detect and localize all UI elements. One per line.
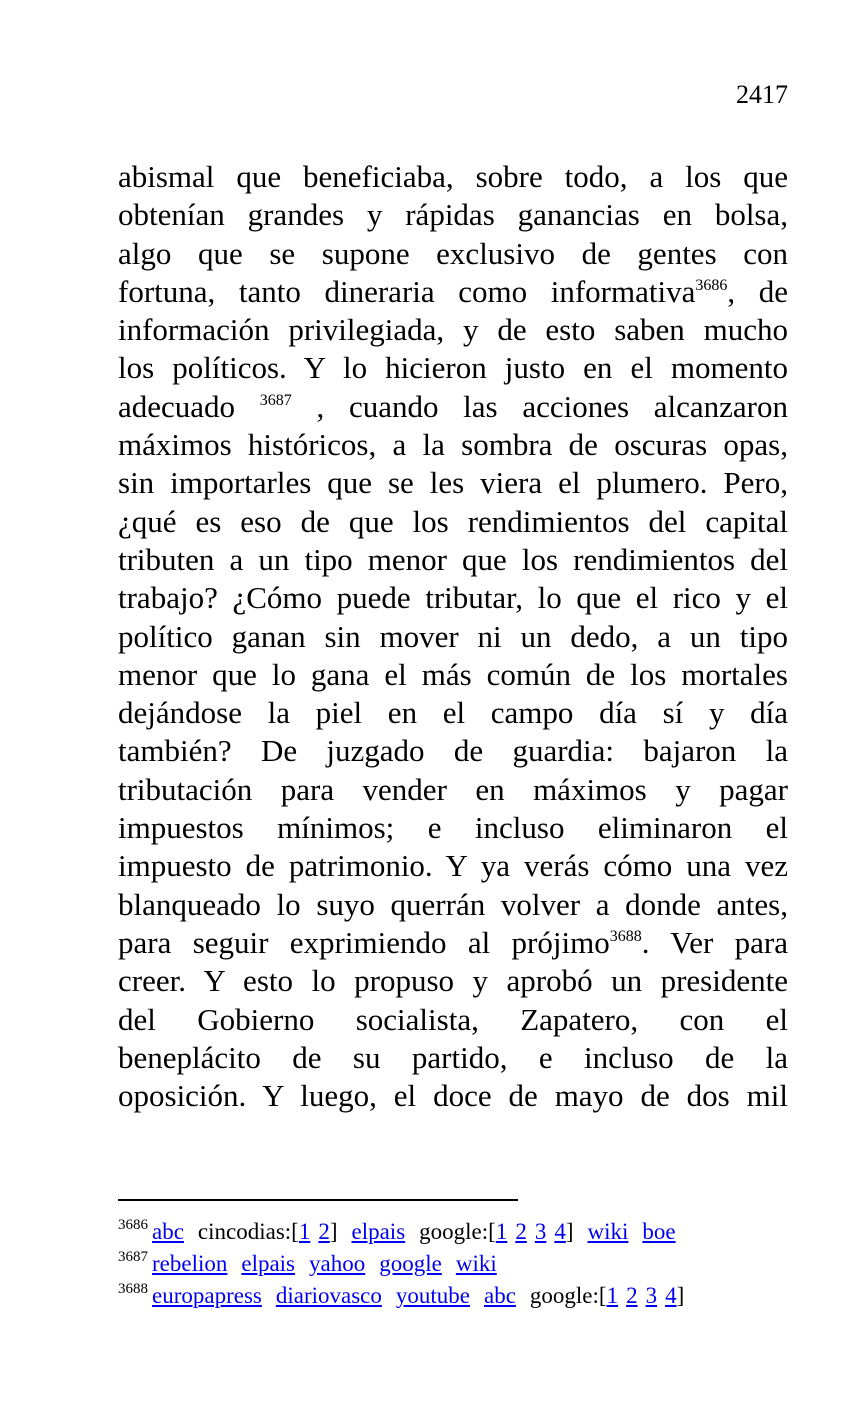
footnote-numbered-link[interactable]: 1 [298, 1219, 311, 1244]
footnote-link-elpais[interactable]: elpais [351, 1219, 406, 1244]
footnote-reference[interactable]: 3687 [259, 391, 292, 409]
footnote-link-youtube[interactable]: youtube [395, 1283, 470, 1308]
body-line [118, 273, 788, 311]
footnote-numbered-link[interactable]: 2 [626, 1283, 638, 1308]
footnote-number: 3686 [118, 1217, 148, 1233]
body-line: información privilegiada, y de esto saben mucho [118, 312, 788, 348]
footnote-link-europapress[interactable]: europapress [152, 1283, 262, 1308]
body-line: trabajo? ¿Cómo puede tributar, lo que el rico y el [118, 580, 788, 616]
body-line [118, 924, 788, 962]
footnote-link-google[interactable]: google [379, 1251, 442, 1276]
page-number: 2417 [736, 80, 788, 109]
body-line: impuestos mínimos; e incluso eliminaron el [118, 810, 788, 846]
body-line: máximos históricos, a la sombra de oscuras opas, [118, 427, 788, 463]
body-line: impuesto de patrimonio. Y ya verás cómo una vez [118, 848, 788, 884]
body-line: del Gobierno socialista, Zapatero, con el [118, 1001, 788, 1037]
footnote-group-close: ] [329, 1219, 338, 1244]
footnote-link-wiki[interactable]: wiki [587, 1219, 629, 1244]
footnote-link-abc[interactable]: abc [483, 1283, 516, 1308]
body-line-text: , cuando las acciones alcanzaron [291, 388, 788, 424]
footnote-numbered-link[interactable]: 2 [318, 1219, 330, 1244]
footnotes [118, 1216, 798, 1312]
body-line: sin importarles que se les viera el plumero. Pero, [118, 465, 788, 501]
body-line: menor que lo gana el más común de los mortales [118, 656, 788, 692]
footnote [118, 1280, 798, 1312]
body-line: algo que se supone exclusivo de gentes con [118, 235, 788, 271]
footnote-reference[interactable]: 3686 [695, 276, 728, 294]
body-line-text: adecuado [118, 388, 260, 424]
body-line: tributen a un tipo menor que los rendimientos del [118, 541, 788, 577]
footnote-reference[interactable]: 3688 [609, 927, 642, 945]
footnote-link-abc[interactable]: abc [152, 1219, 184, 1244]
footnote-group-label: google:[ [529, 1283, 607, 1308]
footnote-link-diariovasco[interactable]: diariovasco [275, 1283, 382, 1308]
footnote-numbered-link[interactable]: 1 [495, 1219, 508, 1244]
body-line: ¿qué es eso de que los rendimientos del capital [118, 503, 788, 539]
footnote-link-rebelion[interactable]: rebelion [152, 1251, 228, 1276]
body-line: beneplácito de su partido, e incluso de la [118, 1039, 788, 1075]
footnote-numbered-link[interactable]: 2 [515, 1219, 527, 1244]
footnote-group-close: ] [565, 1219, 574, 1244]
footnote-group-close: ] [676, 1283, 685, 1308]
body-line: dejándose la piel en el campo día sí y día [118, 695, 788, 731]
footnote-number: 3687 [118, 1249, 148, 1265]
body-line: tributación para vender en máximos y pagar [118, 771, 788, 807]
footnote-group-label: google:[ [419, 1219, 496, 1244]
footnote-separator [118, 1199, 518, 1201]
body-text [118, 158, 788, 1115]
body-line-text: . Ver para [641, 924, 788, 960]
footnote [118, 1216, 798, 1248]
body-line: también? De juzgado de guardia: bajaron la [118, 733, 788, 769]
body-line: político ganan sin mover ni un dedo, a un tipo [118, 618, 788, 654]
body-line: los políticos. Y lo hicieron justo en el momento [118, 350, 788, 386]
footnote-group-label: cincodias:[ [197, 1219, 299, 1244]
footnote-numbered-link[interactable]: 1 [606, 1283, 619, 1308]
body-line: oposición. Y luego, el doce de mayo de dos mil [118, 1078, 788, 1114]
body-line: creer. Y esto lo propuso y aprobó un presidente [118, 963, 788, 999]
body-line-text: fortuna, tanto dineraria como informativa [118, 273, 696, 309]
body-line: abismal que beneficiaba, sobre todo, a los que [118, 159, 788, 194]
footnote-numbered-link[interactable]: 3 [645, 1283, 658, 1308]
footnote-link-boe[interactable]: boe [642, 1219, 676, 1244]
body-line: obtenían grandes y rápidas ganancias en bolsa, [118, 197, 788, 233]
footnote-link-yahoo[interactable]: yahoo [309, 1251, 366, 1276]
footnote-link-wiki[interactable]: wiki [455, 1251, 497, 1276]
footnote-numbered-link[interactable]: 4 [665, 1283, 677, 1308]
footnote-number: 3688 [118, 1281, 148, 1297]
footnote-numbered-link[interactable]: 4 [554, 1219, 566, 1244]
footnote-link-elpais[interactable]: elpais [241, 1251, 296, 1276]
footnote [118, 1248, 798, 1280]
body-line: blanqueado lo suyo querrán volver a donde antes, [118, 886, 788, 922]
body-line [118, 388, 788, 426]
body-line-text: para seguir exprimiendo al prójimo [118, 924, 610, 960]
body-line-text: , de [727, 273, 788, 309]
footnote-numbered-link[interactable]: 3 [534, 1219, 547, 1244]
